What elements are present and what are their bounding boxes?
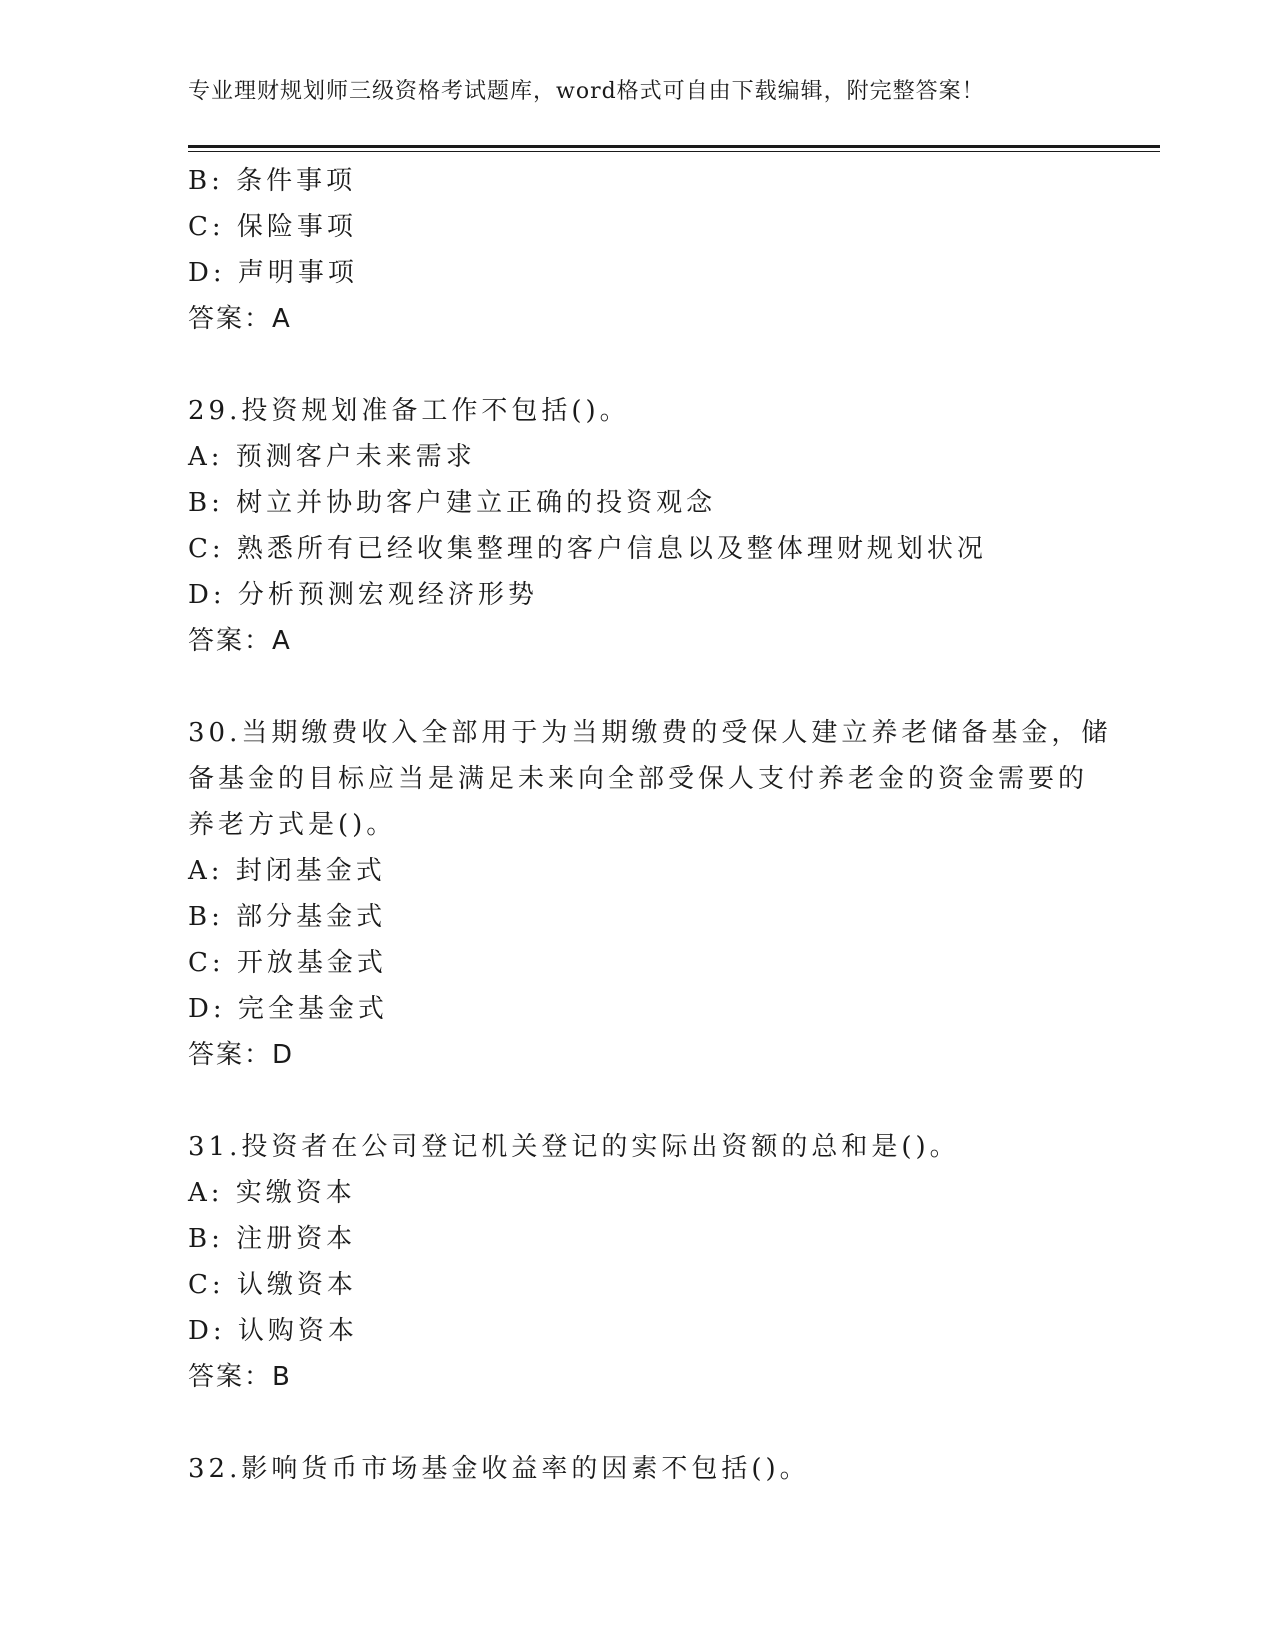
answer: 答案：B: [188, 1362, 292, 1392]
question-text-line-3: 养老方式是()。: [188, 810, 397, 840]
option-d: D: 声明事项: [188, 258, 358, 288]
question-text-line-1: 30.当期缴费收入全部用于为当期缴费的受保人建立养老储备基金，储: [188, 718, 1112, 748]
header-rule-thick: [188, 145, 1160, 148]
question-29: [188, 388, 1088, 664]
option-d: D: 分析预测宏观经济形势: [188, 580, 538, 610]
option-d: D: 认购资本: [188, 1316, 358, 1346]
option-d: D: 完全基金式: [188, 994, 388, 1024]
page-header: 专业理财规划师三级资格考试题库，word格式可自由下载编辑，附完整答案！: [188, 79, 985, 104]
question-30: [188, 710, 1112, 1078]
question-31: [188, 1124, 1088, 1400]
option-c: C: 认缴资本: [188, 1270, 357, 1300]
option-a: A: 实缴资本: [188, 1178, 356, 1208]
answer: 答案：A: [188, 626, 292, 656]
answer: 答案：D: [188, 1040, 295, 1070]
option-a: A: 封闭基金式: [188, 856, 386, 886]
header-rule-thin: [188, 151, 1160, 152]
option-c: C: 熟悉所有已经收集整理的客户信息以及整体理财规划状况: [188, 534, 987, 564]
question-text: 32.影响货币市场基金收益率的因素不包括()。: [188, 1454, 810, 1484]
question-text-line-2: 备基金的目标应当是满足未来向全部受保人支付养老金的资金需要的: [188, 764, 1089, 794]
option-c: C: 开放基金式: [188, 948, 387, 978]
question-text: 31.投资者在公司登记机关登记的实际出资额的总和是()。: [188, 1132, 960, 1162]
answer: 答案：A: [188, 304, 292, 334]
option-a: A: 预测客户未来需求: [188, 442, 476, 472]
question-continued: [188, 158, 1088, 342]
option-c: C: 保险事项: [188, 212, 357, 242]
question-text: 29.投资规划准备工作不包括()。: [188, 396, 630, 426]
document-body: [188, 158, 1112, 1492]
question-32: [188, 1446, 1088, 1492]
option-b: B: 部分基金式: [188, 902, 387, 932]
option-b: B: 注册资本: [188, 1224, 357, 1254]
option-b: B: 树立并协助客户建立正确的投资观念: [188, 488, 717, 518]
option-b: B: 条件事项: [188, 166, 357, 196]
